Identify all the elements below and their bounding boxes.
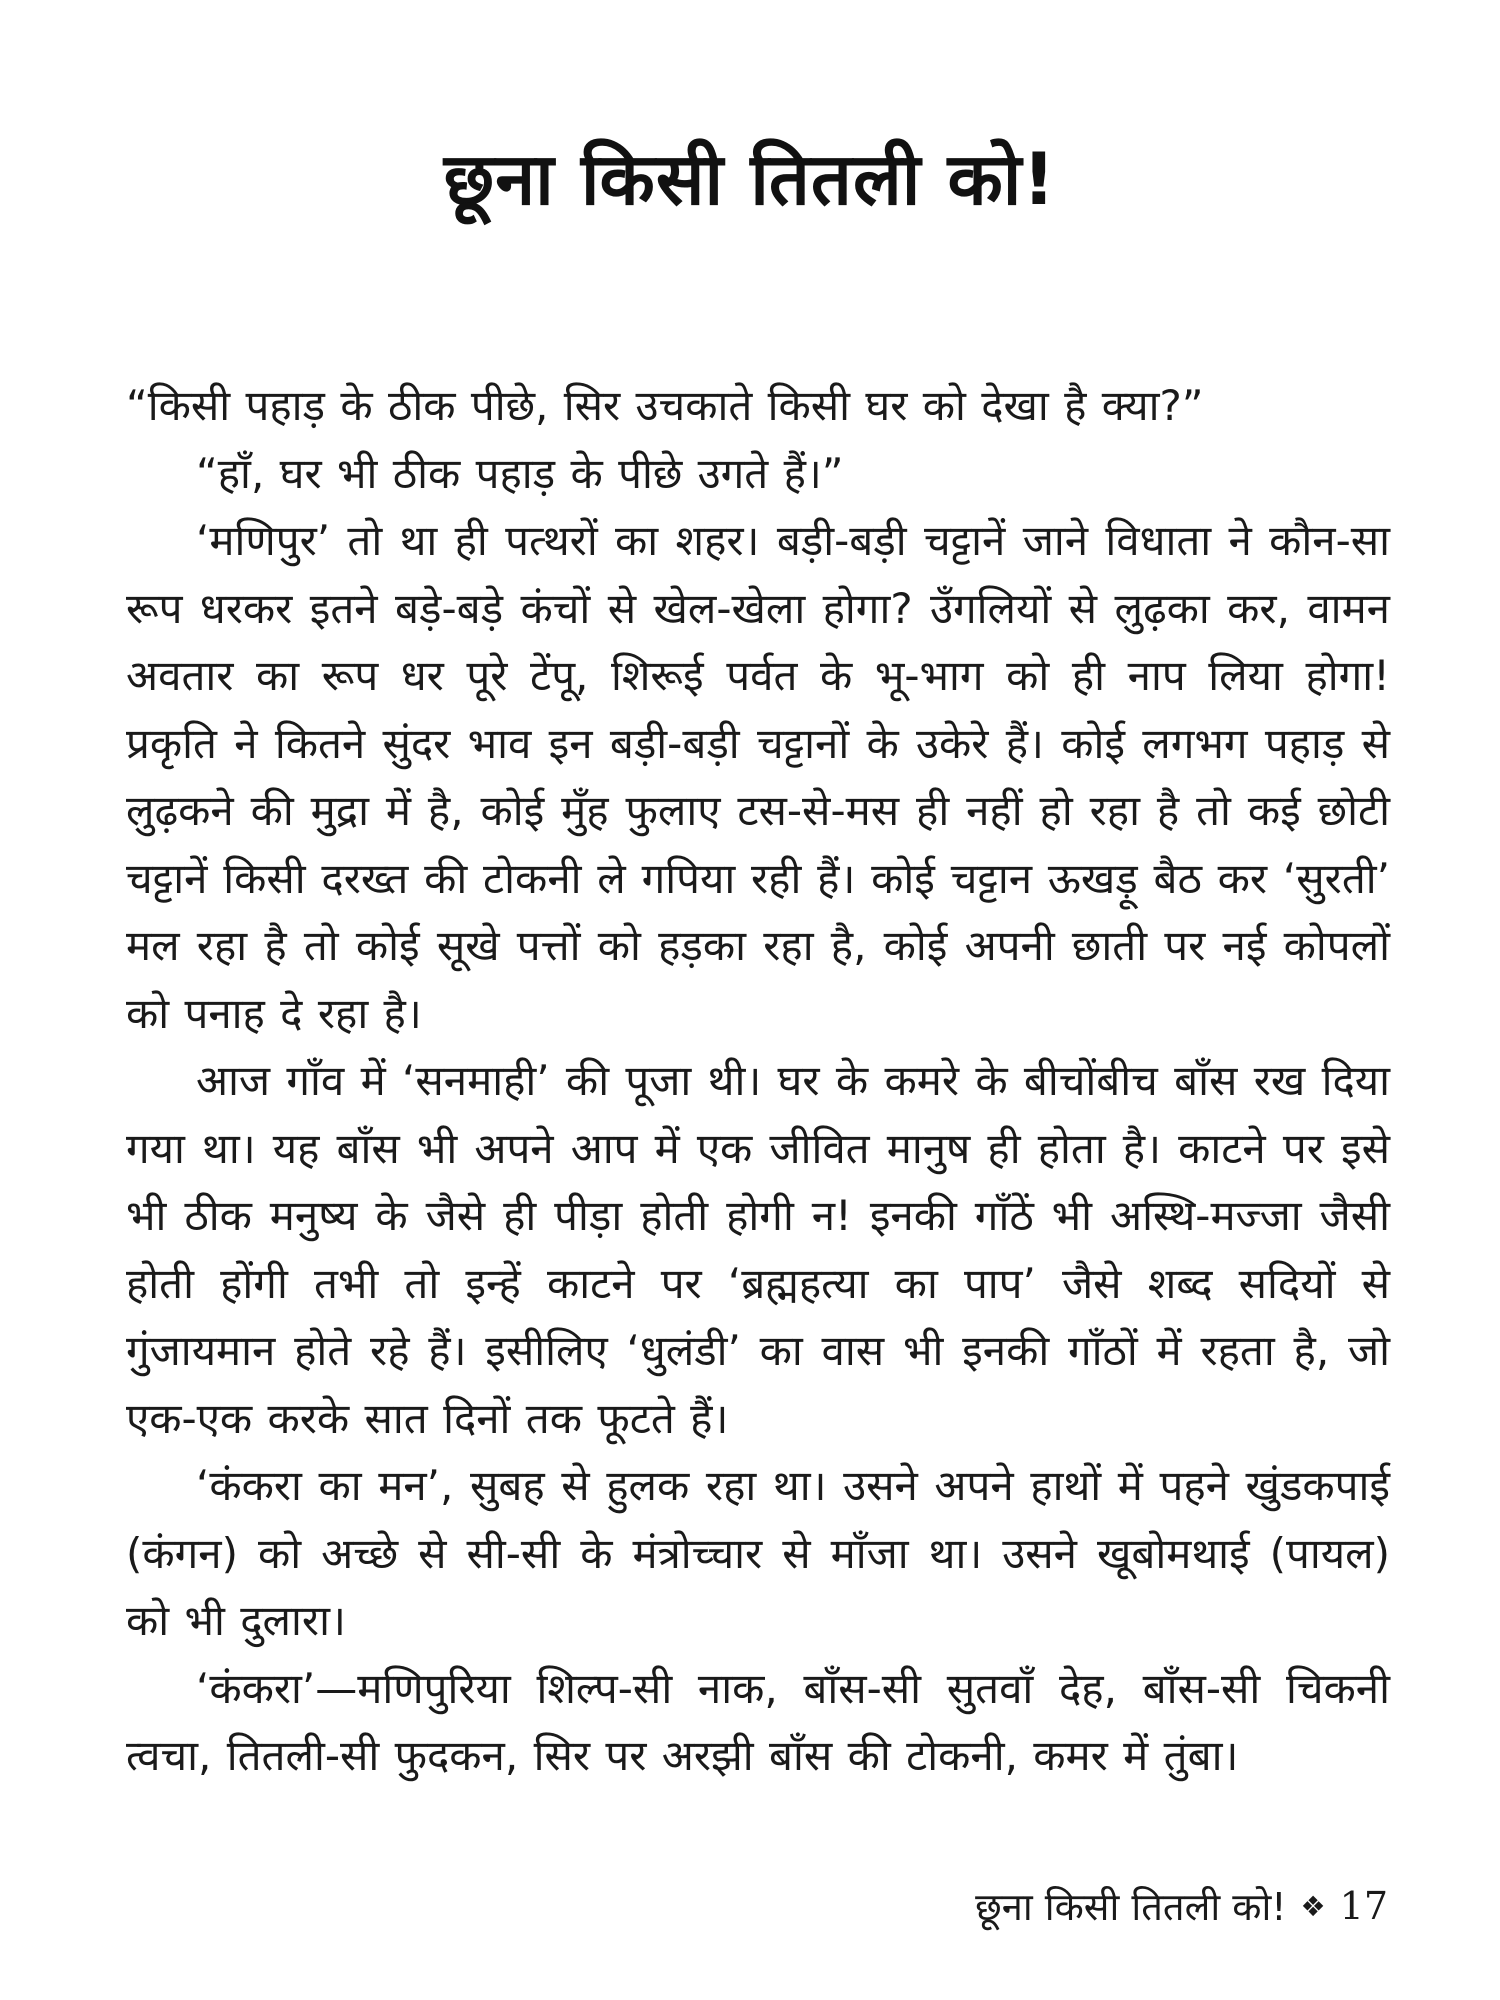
ornament-icon: ❖ [1300, 1889, 1326, 1923]
running-title: छूना किसी तितली को! [975, 1885, 1287, 1929]
page-footer [975, 1880, 1388, 1932]
paragraph-5: ‘कंकरा का मन’, सुबह से हुलक रहा था। उसने अपने हाथों में पहने खुंडकपाई (कंगन) को अच्छे से सी-सी के मंत्रोच्चार से माँजा था। उसने खूबोमथाई (पायल) को भी दुलारा। [126, 1461, 1390, 1645]
paragraph-3: ‘मणिपुर’ तो था ही पत्थरों का शहर। बड़ी-बड़ी चट्टानें जाने विधाता ने कौन-सा रूप धरकर इतने बड़े-बड़े कंचों से खेल-खेला होगा? उँगलियों से लुढ़का कर, वामन अवतार का रूप धर पूरे टेंपू, शिरूई पर्वत के भू-भाग को ही नाप लिया होगा! प्रकृति ने कितने सुंदर भाव इन बड़ी-बड़ी चट्टानों के उकेरे हैं। कोई लगभग पहाड़ से लुढ़कने की मुद्रा में है, कोई मुँह फुलाए टस-से-मस ही नहीं हो रहा है तो कई छोटी चट्टानें किसी दरख्त की टोकनी ले गपिया रही हैं। कोई चट्टान ऊखड़ू बैठ कर ‘सुरती’ मल रहा है तो कोई सूखे पत्तों को हड़का रहा है, कोई अपनी छाती पर नई कोपलों को पनाह दे रहा है। [126, 516, 1390, 1038]
paragraph-4: आज गाँव में ‘सनमाही’ की पूजा थी। घर के कमरे के बीचोंबीच बाँस रख दिया गया था। यह बाँस भी अपने आप में एक जीवित मानुष ही होता है। काटने पर इसे भी ठीक मनुष्य के जैसे ही पीड़ा होती होगी न! इनकी गाँठें भी अस्थि-मज्जा जैसी होती होंगी तभी तो इन्हें काटने पर ‘ब्रह्महत्या का पाप’ जैसे शब्द सदियों से गुंजायमान होते रहे हैं। इसीलिए ‘धुलंडी’ का वास भी इनकी गाँठों में रहता है, जो एक-एक करके सात दिनों तक फूटते हैं। [126, 1056, 1390, 1443]
paragraph-2: “हाँ, घर भी ठीक पहाड़ के पीछे उगते हैं।” [196, 448, 844, 498]
chapter-body [126, 372, 1390, 1790]
paragraph-1: “किसी पहाड़ के ठीक पीछे, सिर उचकाते किसी घर को देखा है क्या?” [126, 381, 1204, 430]
chapter-title: छूना किसी तितली को! [443, 137, 1057, 221]
page-number: 17 [1339, 1884, 1388, 1928]
paragraph-6: ‘कंकरा’—मणिपुरिया शिल्प-सी नाक, बाँस-सी सुतवाँ देह, बाँस-सी चिकनी त्वचा, तितली-सी फुदकन, सिर पर अरझी बाँस की टोकनी, कमर में तुंबा। [126, 1663, 1390, 1780]
